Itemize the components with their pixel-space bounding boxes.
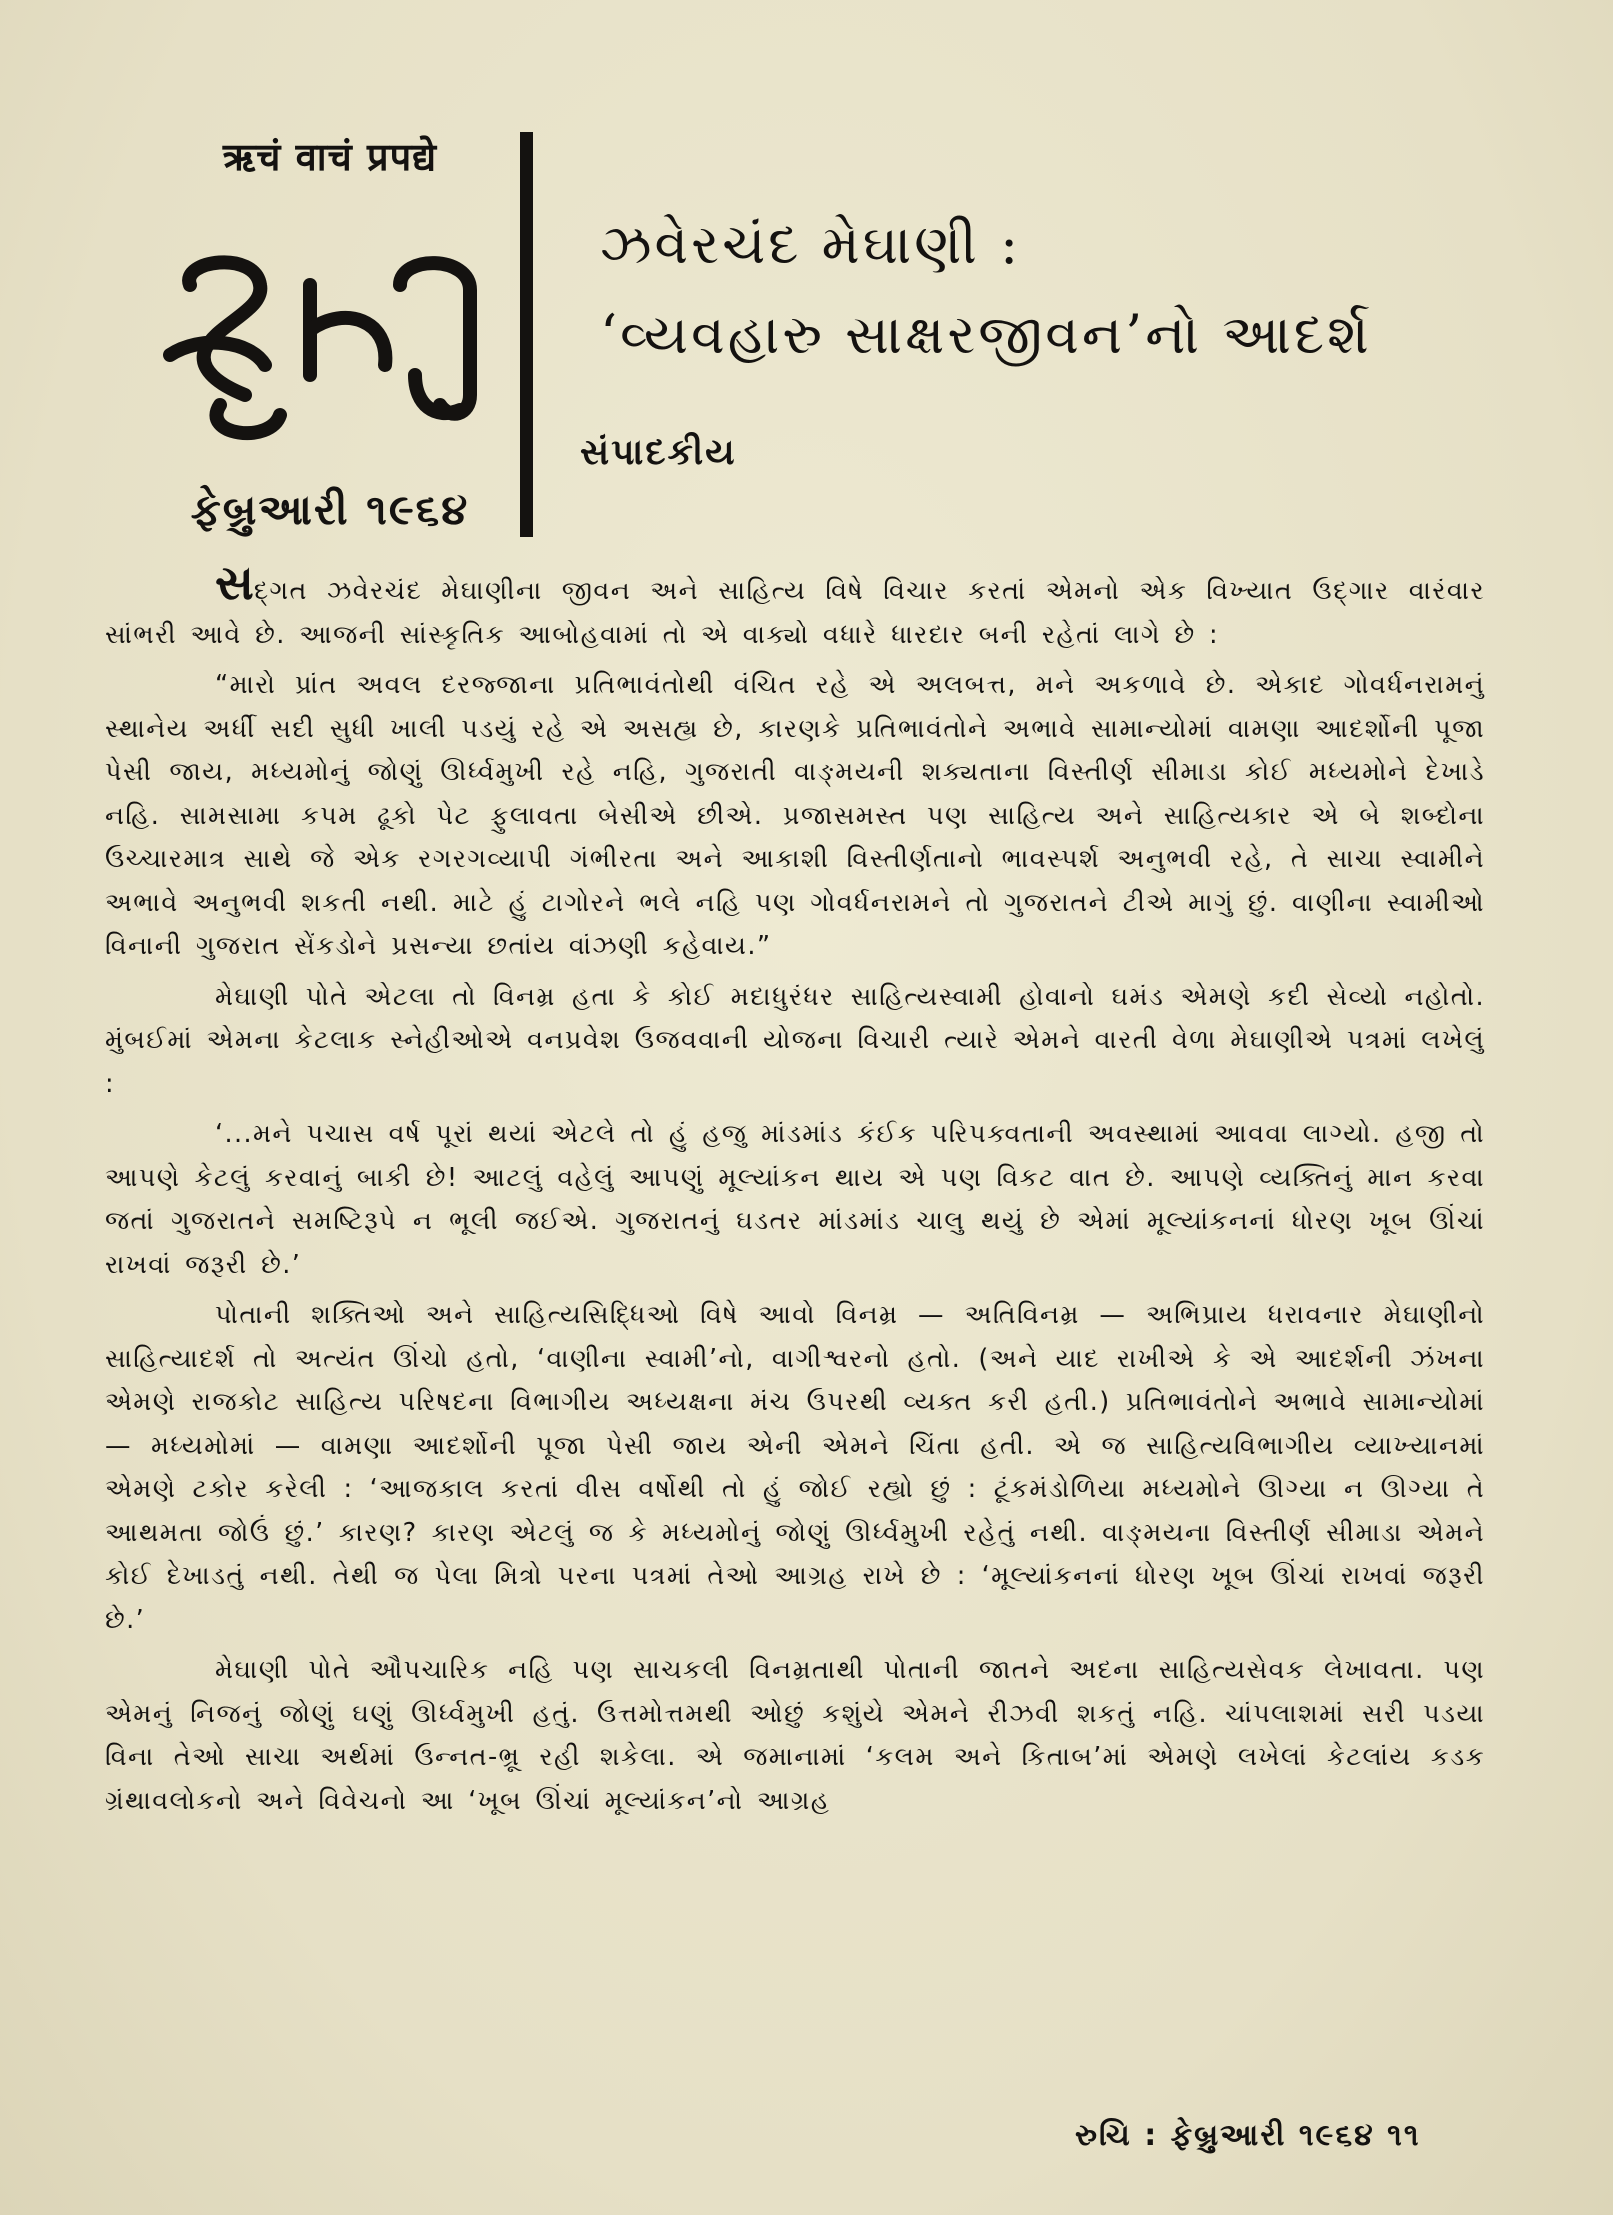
paragraph-2-quote: “મારો પ્રાંત અવલ દરજ્જાના પ્રતિભાવંતોથી વંચિત રહે એ અલબત્ત, મને અકળાવે છે. એકાદ ગોવર્ધનરામનું સ્થાનેય અર્ધી સદી સુધી ખાલી પડયું રહે એ અસહ્ય છે, કારણકે પ્રતિભાવંતોને અભાવે સામાન્યોમાં વામણા આદર્શોની પૂજા પેસી જાય, મધ્યમોનું જોણું ઊર્ધ્વમુખી રહે નહિ, ગુજરાતી વાઙ્મયની શક્યતાના વિસ્તીર્ણ સીમાડા કોઈ મધ્યમોને દેખાડે નહિ. સામસામા કપમ ઢૂકો પેટ ફુલાવતા બેસીએ છીએ. પ્રજાસમસ્ત પણ સાહિત્ય અને સાહિત્યકાર એ બે શબ્દોના ઉચ્ચારમાત્ર સાથે જે એક રગરગવ્યાપી ગંભીરતા અને આકાશી વિસ્તીર્ણતાનો ભાવસ્પર્શ અનુભવી રહે, તે સાચા સ્વામીને અભાવે અનુભવી શકતી નથી. માટે હું ટાગોરને ભલે નહિ પણ ગોવર્ધનરામને તો ગુજરાતને ટીએ માગું છું. વાણીના સ્વામીઓ વિનાની ગુજરાત સેંકડોને પ્રસન્યા છતાંય વાંઝણી કહેવાય.” — [105, 670, 1485, 961]
sanskrit-motto: ऋचं वाचं प्रपद्ये — [222, 134, 438, 179]
magazine-logo — [160, 245, 490, 445]
title-line-1: ઝવેરચંદ મેઘાણી : — [600, 213, 1022, 276]
vertical-rule — [520, 132, 533, 537]
paragraph-6: મેઘાણી પોતે ઔપચારિક નહિ પણ સાચકલી વિનમ્રતાથી પોતાની જાતને અદના સાહિત્યસેવક લેખાવતા. પણ એમનું નિજનું જોણું ઘણું ઊર્ધ્વમુખી હતું. ઉત્તમોત્તમથી ઓછું કશુંયે એમને રીઝવી શકતું નહિ. ચાંપલાશમાં સરી પડયા વિના તેઓ સાચા અર્થમાં ઉન્નત-ભ્રૂ રહી શકેલા. એ જમાનામાં ‘કલમ અને કિતાબ’માં એમણે લખેલાં કેટલાંય કડક ગ્રંથાવલોકનો અને વિવેચનો આ ‘ખૂબ ઊંચાં મૂલ્યાંકન’નો આગ્રહ — [105, 1655, 1485, 1816]
title-line-2: ‘વ્યવહારુ સાક્ષરજીવન’નો આદર્શ — [600, 303, 1372, 366]
paragraph-5: પોતાની શક્તિઓ અને સાહિત્યસિદ્ધિઓ વિષે આવો વિનમ્ર — અતિવિનમ્ર — અભિપ્રાય ધરાવનાર મેઘાણીનો સાહિત્યાદર્શ તો અત્યંત ઊંચો હતો, ‘વાણીના સ્વામી’નો, વાગીશ્વરનો હતો. (અને યાદ રાખીએ કે એ આદર્શની ઝંખના એમણે રાજકોટ સાહિત્ય પરિષદના વિભાગીય અધ્યક્ષના મંચ ઉપરથી વ્યક્ત કરી હતી.) પ્રતિભાવંતોને અભાવે સામાન્યોમાં — મધ્યમોમાં — વામણા આદર્શોની પૂજા પેસી જાય એની એમને ચિંતા હતી. એ જ સાહિત્યવિભાગીય વ્યાખ્યાનમાં એમણે ટકોર કરેલી : ‘આજકાલ કરતાં વીસ વર્ષોથી તો હું જોઈ રહ્યો છું : ટૂંકમંડોળિયા મધ્યમોને ઊગ્યા ન ઊગ્યા તે આથમતા જોઉં છું.’ કારણ? કારણ એટલું જ કે મધ્યમોનું જોણું ઊર્ધ્વમુખી રહેતું નથી. વાઙ્મયના વિસ્તીર્ણ સીમાડા એમને કોઈ દેખાડતું નથી. તેથી જ પેલા મિત્રો પરના પત્રમાં તેઓ આગ્રહ રાખે છે : ‘મૂલ્યાંકનનાં ધોરણ ખૂબ ઊંચાં રાખવાં જરૂરી છે.’ — [105, 1300, 1485, 1635]
paragraph-1 — [105, 555, 1485, 657]
page-footer: રુચિ : ફેબ્રુઆરી ૧૯૬૪ ૧૧ — [1075, 2118, 1421, 2153]
drop-cap: સ — [215, 555, 254, 611]
ruchi-logo-icon — [160, 245, 490, 445]
issue-date: ફેબ્રુઆરી ૧૯૬૪ — [190, 485, 470, 534]
article-title — [600, 200, 1500, 380]
paragraph-3: મેઘાણી પોતે એટલા તો વિનમ્ર હતા કે કોઈ મદાધુરંધર સાહિત્યસ્વામી હોવાનો ઘમંડ એમણે કદી સેવ્યો નહોતો. મુંબઈમાં એમના કેટલાક સ્નેહીઓએ વનપ્રવેશ ઉજવવાની યોજના વિચારી ત્યારે એમને વારતી વેળા મેઘાણીએ પત્રમાં લખેલું : — [105, 981, 1485, 1099]
paragraph-1-text: દ્ગત ઝવેરચંદ મેઘાણીના જીવન અને સાહિત્ય વિષે વિચાર કરતાં એમનો એક વિખ્યાત ઉદ્‌ગાર વારંવાર સાંભરી આવે છે. આજની સાંસ્કૃતિક આબોહવામાં તો એ વાક્યો વધારે ધારદાર બની રહેતાં લાગે છે : — [105, 576, 1485, 650]
paragraph-4-quote: ‘...મને પચાસ વર્ષ પૂરાં થયાં એટલે તો હું હજુ માંડમાંડ કંઈક પરિપક્વતાની અવસ્થામાં આવવા લાગ્યો. હજી તો આપણે કેટલું કરવાનું બાકી છે! આટલું વહેલું આપણું મૂલ્યાંકન થાય એ પણ વિકટ વાત છે. આપણે વ્યક્તિનું માન કરવા જતાં ગુજરાતને સમષ્ટિરૂપે ન ભૂલી જઈએ. ગુજરાતનું ઘડતર માંડમાંડ ચાલુ થયું છે એમાં મૂલ્યાંકનનાં ધોરણ ખૂબ ઊંચાં રાખવાં જરૂરી છે.’ — [105, 1119, 1485, 1280]
article-body — [105, 555, 1485, 1830]
byline: સંપાદકીય — [580, 432, 737, 473]
